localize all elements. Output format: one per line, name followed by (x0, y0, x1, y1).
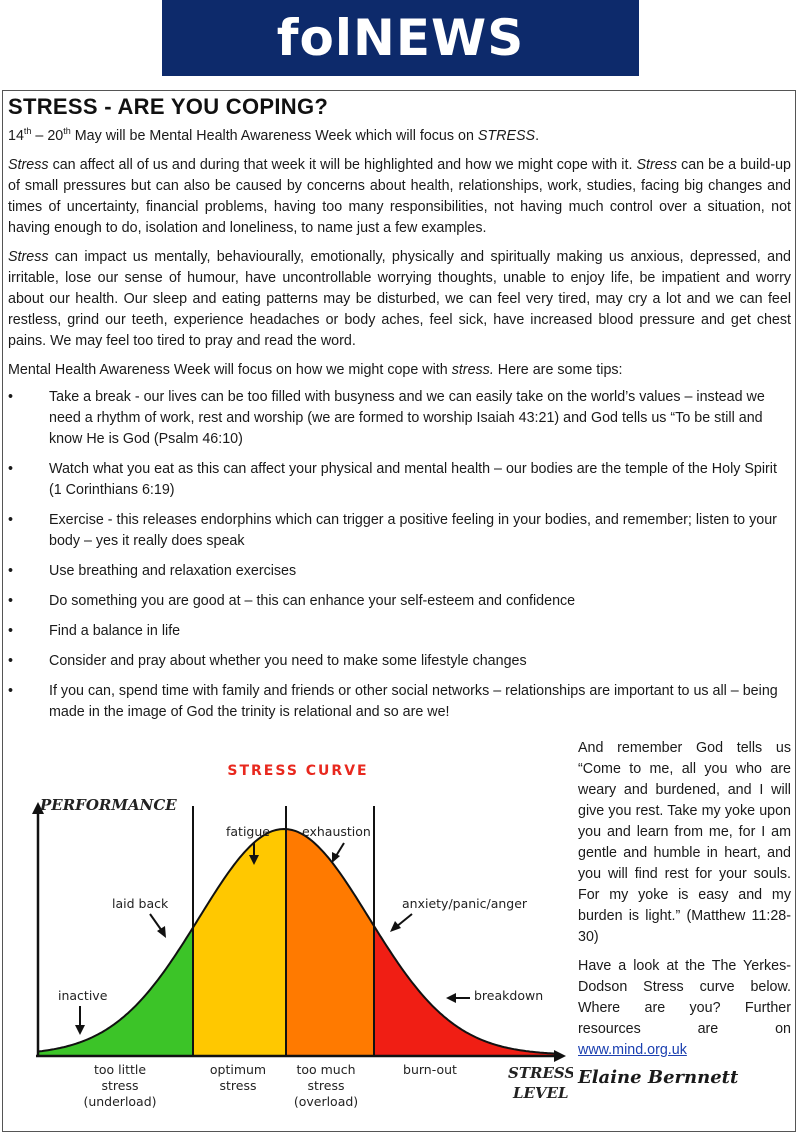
resources-text: Have a look at the The Yerkes-Dodson Stress curve below. Where are you? Further resources are on (578, 958, 791, 1037)
date-start-suffix: th (23, 126, 32, 137)
zone-label: optimum (209, 1062, 267, 1077)
tip-item (8, 591, 791, 612)
bullet-icon: • (8, 623, 14, 639)
intro-emphasis: STRESS (477, 128, 536, 144)
date-start: 14 (8, 128, 24, 144)
article-body (8, 92, 791, 732)
bullet-icon: • (8, 593, 14, 609)
annotation-fatigue: fatigue (226, 824, 270, 839)
tip-item (8, 651, 791, 672)
bullet-icon: • (8, 563, 14, 579)
paragraph-3 (8, 360, 791, 381)
figure-title: STRESS CURVE (227, 763, 369, 779)
tip-item (8, 510, 791, 552)
article-title: STRESS - ARE YOU COPING? (8, 94, 329, 119)
lower-section (8, 738, 792, 1108)
tip-text: Exercise - this releases endorphins which can trigger a positive feeling in your bodies, and remember; listen to your body – yes it really does speak (49, 512, 777, 549)
intro-paragraph (8, 126, 791, 147)
p2-text: can impact us mentally, behaviourally, emotionally, physically and spiritually making us anxious, depressed, and irritable, lose our sense of humour, have uncontrollable worrying thoughts, unable to enjoy life, be impatient and worry about our health. Our sleep and eating patterns may be disturbed, we can feel very tired, may cry a lot and we can feel restless, grind our teeth, experience headaches or body aches, feel sick, have increased blood pressure and get chest pains. We may feel too tired to pray and read the word. (8, 249, 791, 349)
bullet-icon: • (8, 512, 14, 528)
tip-text: Find a balance in life (49, 623, 181, 639)
annotation-anxiety: anxiety/panic/anger (402, 896, 528, 911)
tip-text: Do something you are good at – this can enhance your self-esteem and confidence (49, 593, 576, 609)
zone-underload (38, 788, 193, 1058)
tip-text: Take a break - our lives can be too filled with busyness and we can easily take on the world’s values – instead we need a rhythm of work, rest and worship (we are formed to worship Isaiah 43:21) and God tells us “To be still and know He is God (Psalm 46:10) (49, 389, 765, 447)
arrow-line (150, 914, 162, 931)
tip-text: Watch what you eat as this can affect your physical and mental health – our bodies are the temple of the Holy Spirit (1 Corinthians 6:19) (49, 461, 777, 498)
arrow-down-icon (157, 926, 166, 938)
tip-text: Consider and pray about whether you need to make some lifestyle changes (49, 653, 527, 669)
sidebar-text (578, 738, 791, 1088)
p3-text: Mental Health Awareness Week will focus on how we might cope with (8, 362, 452, 378)
zone-label: too much (296, 1062, 356, 1077)
p1-text-2: can be a build-up of small pressures but can also be caused by concerns about health, relationships, work, studies, facing big changes and times of uncertainty, financial problems, having too many responsibilities, not having much control over a situation, not having enough to do, isolation and loneliness, to name just a few examples. (8, 157, 792, 236)
author-signature: Elaine Bernnett (578, 1067, 739, 1088)
masthead (162, 0, 639, 76)
p1-emphasis-2: Stress (636, 157, 678, 173)
annotation-laid-back: laid back (112, 896, 169, 911)
tip-item (8, 681, 791, 723)
tip-item (8, 387, 791, 450)
stress-curve-figure (8, 748, 573, 1108)
x-axis-label-line2: LEVEL (513, 1084, 569, 1102)
date-end: 20 (47, 128, 64, 144)
annotation-inactive: inactive (58, 988, 108, 1003)
p1-emphasis-1: Stress (8, 157, 49, 173)
tip-text: Use breathing and relaxation exercises (49, 563, 297, 579)
masthead-title: folNEWS (276, 9, 525, 67)
tip-item (8, 561, 791, 582)
zone-label: (underload) (83, 1094, 157, 1108)
x-axis-arrow-icon (554, 1050, 566, 1062)
zone-label: stress (219, 1078, 257, 1093)
stress-curve-svg (8, 748, 573, 1108)
annotation-breakdown: breakdown (474, 988, 544, 1003)
tip-text: If you can, spend time with family and friends or other social networks – relationships are important to us all – being made in the image of God the trinity is relational and so are we! (49, 683, 778, 720)
arrow-left-icon (446, 993, 456, 1003)
p1-text-1: can affect all of us and during that week it will be highlighted and how we might cope with it. (48, 157, 637, 173)
y-axis-label: PERFORMANCE (40, 796, 177, 814)
zone-label: stress (307, 1078, 345, 1093)
tips-list (8, 387, 791, 723)
p3-text-2: Here are some tips: (493, 362, 623, 378)
tip-item (8, 459, 791, 501)
zone-label: stress (101, 1078, 139, 1093)
p3-emphasis: stress. (451, 362, 494, 378)
annotation-exhaustion: exhaustion (302, 824, 371, 839)
zone-burnout (374, 788, 573, 1058)
bullet-icon: • (8, 389, 14, 405)
arrow-line (336, 843, 344, 856)
mind-link[interactable]: www.mind.org.uk (578, 1042, 687, 1058)
x-axis-label-line1: STRESS (508, 1064, 573, 1082)
zone-label: too little (93, 1062, 147, 1077)
paragraph-1 (8, 155, 791, 239)
arrow-down-icon (332, 852, 340, 863)
date-end-suffix: th (63, 126, 71, 137)
bullet-icon: • (8, 653, 14, 669)
zone-label: (overload) (293, 1094, 359, 1108)
bullet-icon: • (8, 683, 14, 699)
tip-item (8, 621, 791, 642)
arrow-down-icon (390, 921, 401, 932)
intro-end: . (535, 128, 540, 144)
paragraph-2 (8, 247, 791, 352)
date-dash: – (31, 128, 48, 144)
intro-text: May will be Mental Health Awareness Week which will focus on (70, 128, 478, 144)
bible-quote: And remember God tells us “Come to me, all you who are weary and burdened, and I will give you rest. Take my yoke upon you and learn from me, for I am gentle and humble in heart, and you will find rest for your souls. For my yoke is easy and my burden is light.” (Matthew 11:28-30) (578, 740, 791, 945)
p2-emphasis: Stress (8, 249, 49, 265)
resources-paragraph (578, 956, 791, 1061)
bullet-icon: • (8, 461, 14, 477)
arrow-down-icon (75, 1025, 85, 1035)
zone-label: burn-out (403, 1062, 457, 1077)
